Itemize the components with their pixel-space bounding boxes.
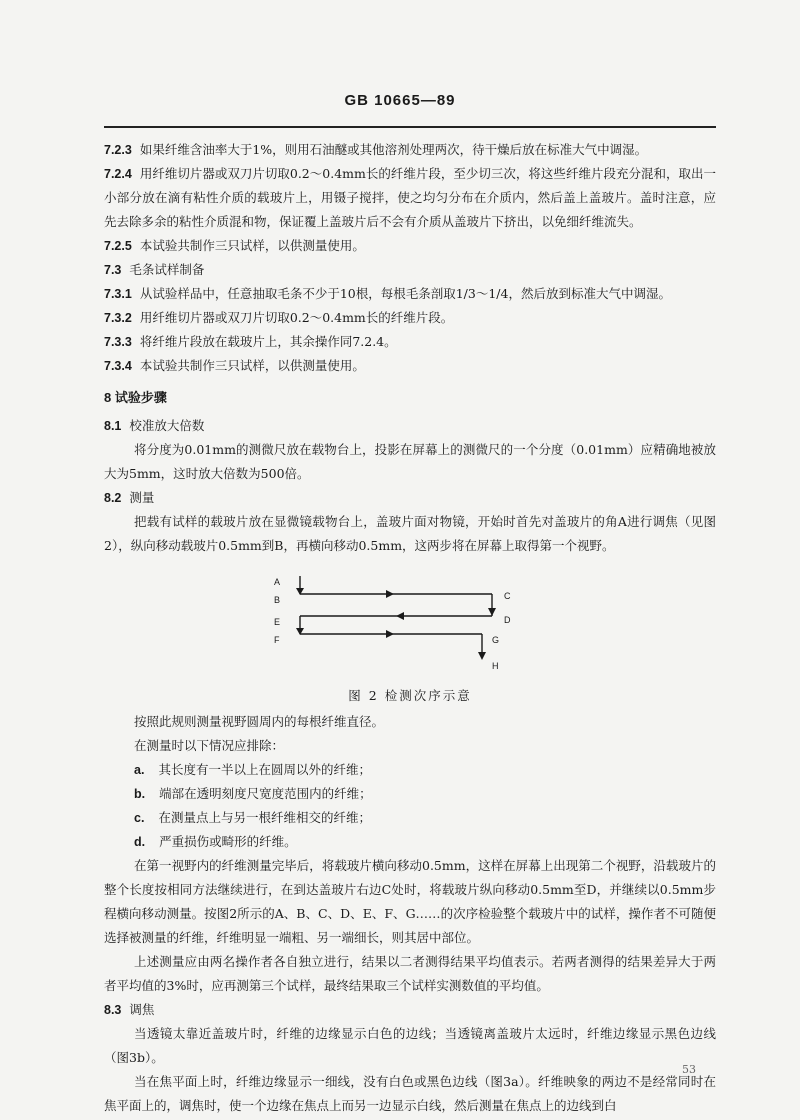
header-rule: [104, 126, 716, 128]
clause-title: 测量: [129, 490, 155, 505]
clause-number: 8.3: [104, 1003, 122, 1017]
body-paragraph: 上述测量应由两名操作者各自独立进行，结果以二者测得结果平均值表示。若两者测得的结果差异大于两者平均值的3%时，应再测第三个试样，最终结果取三个试样实测数值的平均值。: [104, 954, 716, 993]
clause-text: 毛条试样制备: [129, 262, 205, 277]
figure-label-c: C: [504, 591, 511, 601]
focusing-paragraphs: [104, 1022, 716, 1118]
page-number: 53: [682, 1063, 696, 1076]
clause-number: 7.3.4: [104, 359, 132, 373]
clause-number: 8.2: [104, 491, 122, 505]
body-paragraph: 当在焦平面上时，纤维边缘显示一细线，没有白色或黑色边线（图3a）。纤维映象的两边不是经常同时在焦平面上的，调焦时，使一个边缘在焦点上而另一边显示白线，然后测量在焦点上的边线到白: [104, 1074, 716, 1113]
list-marker: c.: [134, 811, 145, 825]
clause-paragraph: [104, 282, 716, 306]
figure-caption: 图 2 检测次序示意: [348, 688, 472, 703]
clause-title: 校准放大倍数: [129, 418, 205, 433]
clause-text: 本试验共制作三只试样，以供测量使用。: [139, 238, 365, 253]
measurement-notes: [104, 710, 716, 758]
section-8-heading: 8 试验步骤: [104, 390, 167, 405]
figure-label-b: B: [274, 595, 281, 605]
list-marker: d.: [134, 835, 146, 849]
clause-number: 7.2.3: [104, 143, 132, 157]
clause-number: 7.3: [104, 263, 122, 277]
clause-number: 7.3.1: [104, 287, 132, 301]
clause-title: 调焦: [129, 1002, 155, 1017]
clause-number: 7.3.2: [104, 311, 132, 325]
clause-number: 8.1: [104, 419, 122, 433]
figure-2: [104, 570, 716, 678]
clause-number: 7.2.5: [104, 239, 132, 253]
clause-text: 将纤维片段放在载玻片上，其余操作同7.2.4。: [139, 334, 397, 349]
clause-text: 本试验共制作三只试样，以供测量使用。: [139, 358, 365, 373]
clause-8-1-title: [104, 414, 716, 438]
list-marker: a.: [134, 763, 145, 777]
figure-label-g: G: [492, 635, 500, 645]
body-paragraph: 当透镜太靠近盖玻片时，纤维的边缘显示白色的边线；当透镜离盖玻片太远时，纤维边缘显示黑色边线（图3b）。: [104, 1026, 716, 1065]
clause-paragraph: [104, 162, 716, 234]
list-marker: b.: [134, 787, 146, 801]
figure-label-f: F: [274, 635, 280, 645]
clause-text: 从试验样品中，任意抽取毛条不少于10根，每根毛条剖取1/3～1/4，然后放到标准大气中调湿。: [139, 286, 671, 301]
clause-paragraph: [104, 258, 716, 282]
clause-8-2-text: 把载有试样的载玻片放在显微镜载物台上，盖玻片面对物镜，开始时首先对盖玻片的角A进行调焦（见图2），纵向移动载玻片0.5mm到B，再横向移动0.5mm，这两步将在屏幕上取得第一个视野。: [104, 514, 716, 553]
list-item: [104, 758, 716, 782]
document-body: [104, 138, 716, 1118]
list-text: 端部在透明刻度尺宽度范围内的纤维；: [159, 786, 372, 801]
figure-label-a: A: [274, 577, 281, 587]
figure-label-h: H: [492, 661, 499, 671]
list-text: 在测量点上与另一根纤维相交的纤维；: [158, 810, 371, 825]
page-header: GB 10665—89: [344, 92, 456, 109]
clause-8-3-title: [104, 998, 716, 1022]
clause-8-2-title: [104, 486, 716, 510]
figure-label-e: E: [274, 617, 281, 627]
clause-paragraph: [104, 330, 716, 354]
clause-number: 7.2.4: [104, 167, 132, 181]
list-text: 其长度有一半以上在圆周以外的纤维；: [158, 762, 371, 777]
list-text: 严重损伤或畸形的纤维。: [159, 834, 297, 849]
list-item: [104, 830, 716, 854]
clause-text: 用纤维切片器或双刀片切取0.2～0.4mm长的纤维片段，至少切三次，将这些纤维片段充分混和，取出一小部分放在滴有粘性介质的载玻片上，用镊子搅拌，使之均匀分布在介质内，然后盖上盖玻片。盖时注意，应先去除多余的粘性介质混和物，保证覆上盖玻片后不会有介质从盖玻片下挤出，以免细纤维流失。: [104, 166, 716, 229]
clause-8-1-text: 将分度为0.01mm的测微尺放在载物台上，投影在屏幕上的测微尺的一个分度（0.01mm）应精确地被放大为5mm，这时放大倍数为500倍。: [104, 442, 716, 481]
scan-order-diagram: [286, 570, 526, 674]
exclusion-list: [104, 758, 716, 854]
measurement-procedure: [104, 854, 716, 998]
section-7-paragraphs: [104, 138, 716, 378]
clause-number: 7.3.3: [104, 335, 132, 349]
body-paragraph: 按照此规则测量视野圆周内的每根纤维直径。: [134, 714, 385, 729]
clause-text: 用纤维切片器或双刀片切取0.2～0.4mm长的纤维片段。: [139, 310, 454, 325]
body-paragraph: 在第一视野内的纤维测量完毕后，将载玻片横向移动0.5mm，这样在屏幕上出现第二个视野，沿载玻片的整个长度按相同方法继续进行，在到达盖玻片右边C处时，将载玻片纵向移动0.5mm至D，并继续以0.5mm步程横向移动测量。按图2所示的A、B、C、D、E、F、G……的次序检验整个载玻片中的试样，操作者不可随便选择被测量的纤维，纤维明显一端粗、另一端细长，则其居中部位。: [104, 858, 716, 945]
figure-label-d: D: [504, 615, 511, 625]
list-item: [104, 806, 716, 830]
clause-text: 如果纤维含油率大于1%，则用石油醚或其他溶剂处理两次，待干燥后放在标准大气中调湿。: [139, 142, 648, 157]
body-paragraph: 在测量时以下情况应排除：: [134, 738, 285, 753]
clause-paragraph: [104, 354, 716, 378]
list-item: [104, 782, 716, 806]
clause-paragraph: [104, 306, 716, 330]
clause-paragraph: [104, 234, 716, 258]
clause-paragraph: [104, 138, 716, 162]
